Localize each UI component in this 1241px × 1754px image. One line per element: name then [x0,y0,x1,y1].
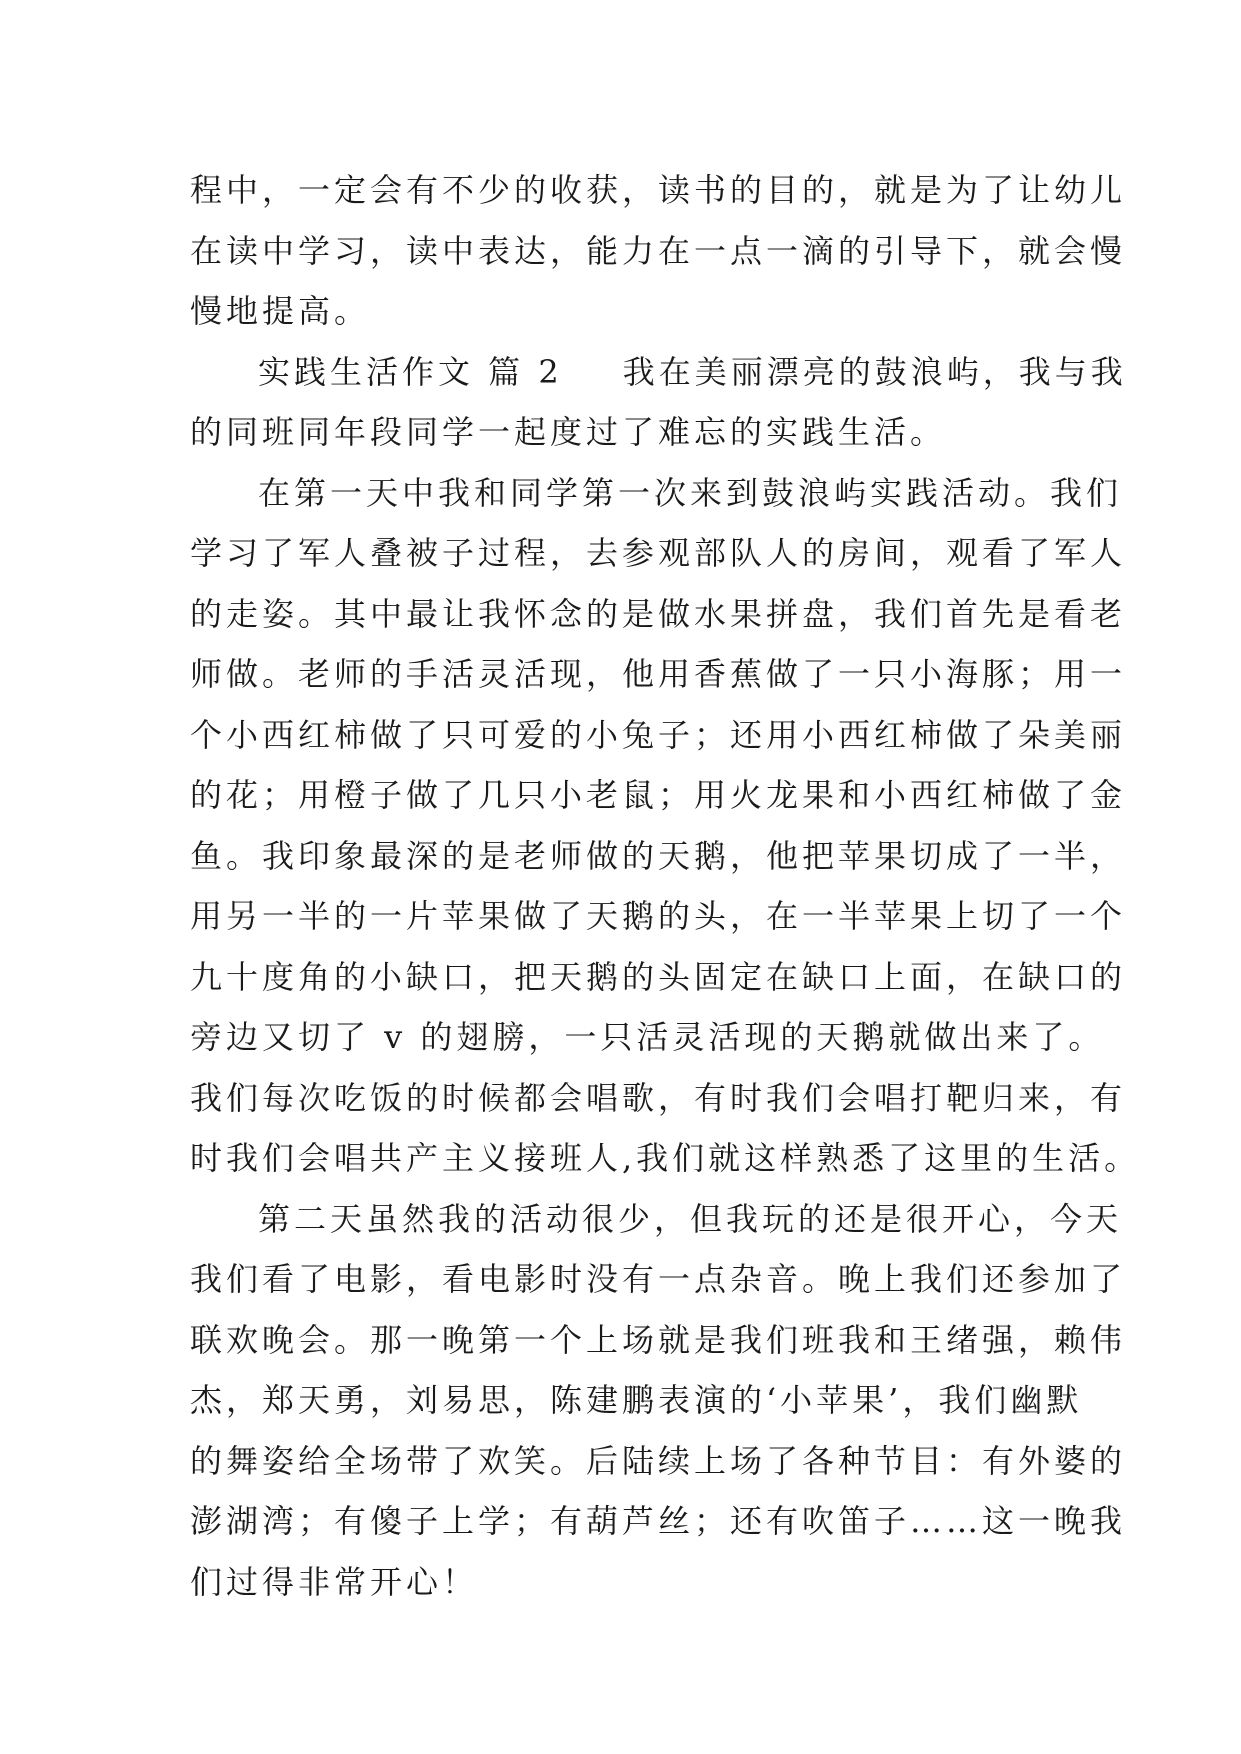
text-line: 个小西红柿做了只可爱的小兔子；还用小西红柿做了朵美丽 [190,715,1127,754]
text-line: 学习了军人叠被子过程，去参观部队人的房间，观看了军人 [190,534,1127,572]
text-line: 杰，郑天勇，刘易思，陈建鹏表演的‘小苹果’，我们幽默 [190,1381,1083,1419]
text-line: 的舞姿给全场带了欢笑。后陆续上场了各种节目：有外婆的 [190,1441,1127,1480]
body-text [190,160,1141,1612]
text-line: 师做。老师的手活灵活现，他用香蕉做了一只小海豚；用一 [190,655,1127,693]
section-heading: 实践生活作文 篇 2 [258,352,563,391]
text-line: 联欢晚会。那一晚第一个上场就是我们班我和王绪强，赖伟 [190,1320,1127,1359]
text-line: 九十度角的小缺口，把天鹅的头固定在缺口上面，在缺口的 [190,957,1127,996]
text-line: 我们每次吃饭的时候都会唱歌，有时我们会唱打靶归来，有 [190,1078,1127,1117]
text-line: 我在美丽漂亮的鼓浪屿，我与我 [622,352,1127,391]
text-line: 慢地提高。 [190,292,371,330]
text-line: 澎湖湾；有傻子上学；有葫芦丝；还有吹笛子……这一晚我 [190,1502,1127,1540]
text-line: 鱼。我印象最深的是老师做的天鹅，他把苹果切成了一半， [190,836,1127,875]
text-line: 的同班同年段同学一起度过了难忘的实践生活。 [190,413,947,451]
text-line: 们过得非常开心！ [190,1562,479,1601]
text-line: 我们看了电影，看电影时没有一点杂音。晚上我们还参加了 [190,1260,1127,1298]
text-line: 在读中学习，读中表达，能力在一点一滴的引导下，就会慢 [190,231,1127,270]
text-line: 时我们会唱共产主义接班人,我们就这样熟悉了这里的生活。 [190,1139,1141,1177]
text-line: 程中，一定会有不少的收获，读书的目的，就是为了让幼儿 [190,171,1127,209]
text-line: 旁边又切了 v 的翅膀，一只活灵活现的天鹅就做出来了。 [190,1018,1105,1056]
text-line: 用另一半的一片苹果做了天鹅的头，在一半苹果上切了一个 [190,897,1127,935]
paragraph-start: 在第一天中我和同学第一次来到鼓浪屿实践活动。我们 [258,473,1123,512]
text-line: 的花；用橙子做了几只小老鼠；用火龙果和小西红柿做了金 [190,776,1127,814]
text-line: 的走姿。其中最让我怀念的是做水果拼盘，我们首先是看老 [190,594,1127,633]
section-heading-line [190,342,1127,403]
paragraph-start: 第二天虽然我的活动很少，但我玩的还是很开心，今天 [258,1199,1123,1238]
